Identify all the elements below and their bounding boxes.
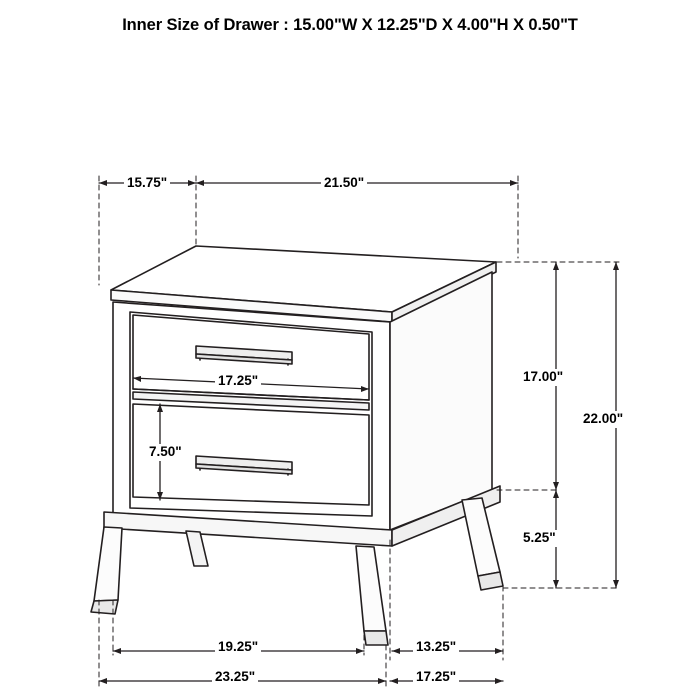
dim-total-height: 22.00"	[580, 411, 626, 428]
dim-overall-front-width: 23.25"	[212, 669, 258, 686]
page-title: Inner Size of Drawer : 15.00"W X 12.25"D X 4.00"H X 0.50"T	[122, 16, 578, 34]
dim-lower-drawer-height: 7.50"	[146, 444, 185, 461]
dim-case-height: 17.00"	[520, 369, 566, 386]
dim-top-depth-left: 15.75"	[124, 175, 170, 192]
dim-leg-height: 5.25"	[520, 530, 559, 547]
dim-top-width: 21.50"	[321, 175, 367, 192]
dim-upper-drawer-width: 17.25"	[215, 373, 261, 390]
dim-base-side-depth: 13.25"	[413, 639, 459, 656]
dim-base-front-width: 19.25"	[215, 639, 261, 656]
dim-overall-side-depth: 17.25"	[413, 669, 459, 686]
